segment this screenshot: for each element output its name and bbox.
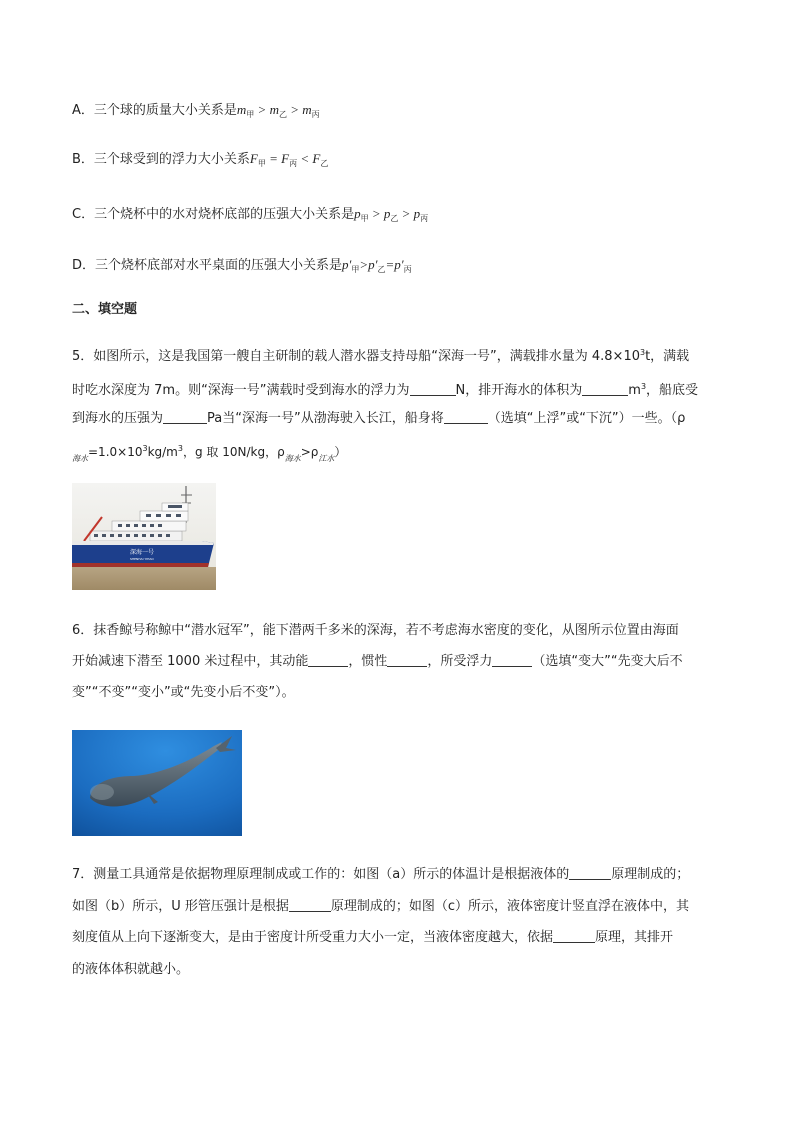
ship-hull-latin-name: SHENHAI YIHAO [130,557,154,561]
option-d-formula: $p'_甲>p'_乙=p'_丙$ [342,257,412,274]
q5-line-3: 到海水的压强为 Pa当“深海一号”从渤海驶入长江，船身将 （选填“上浮”或“下沉”）一些。（ρ [72,411,686,426]
answer-blank[interactable] [444,409,488,424]
option-c-formula: $p_甲 > p_乙 > p_丙$ [354,206,429,223]
option-b-formula: $F_甲 = F_丙 < F_乙$ [249,151,329,168]
option-b [72,149,328,174]
answer-blank[interactable] [387,652,427,667]
q7-line-3: 刻度值从上向下逐渐变大，是由于密度计所受重力大小一定，当液体密度越大，依据 原理，其排开 [72,930,674,945]
q5-line-4: $_{海水}=1.0\times 10^3kg/m^3$，g 取 10N/kg，$\rho_{海水}>\rho_{江水}$） [72,444,347,463]
answer-blank[interactable] [289,897,331,912]
option-c-text: C．三个烧杯中的水对烧杯底部的压强大小关系是 [72,207,355,222]
option-c [72,204,428,229]
answer-blank[interactable] [569,865,611,880]
section-title: 二、填空题 [72,302,138,317]
option-d [72,255,412,280]
answer-blank[interactable] [410,381,456,396]
option-d-text: D．三个烧杯底部对水平桌面的压强大小关系是 [72,258,343,273]
q7-line-4: 的液体体积就越小。 [72,962,190,977]
answer-blank[interactable] [308,652,348,667]
q5-line-1: 5．如图所示，这是我国第一艘自主研制的载人潜水器支持母船“深海一号”，满载排水量为 $4.8\times 10^3t$，满载 [72,348,690,364]
option-a [72,100,320,125]
option-a-formula: $m_甲 > m_乙 > m_丙$ [236,102,320,119]
q7-line-2: 如图（b）所示，U 形管压强计是根据 原理制成的；如图（c）所示，液体密度计竖直浮在液体中，其 [72,899,690,914]
option-b-text: B．三个球受到的浮力大小关系 [72,152,250,167]
ship-hull-name: 深海一号 [130,549,155,556]
answer-blank[interactable] [163,409,207,424]
q6-line-3: 变”“不变”“变小”或“先变小后不变”）。 [72,685,295,700]
answer-blank[interactable] [582,381,628,396]
answer-blank[interactable] [553,928,595,943]
ship-photo [72,483,216,590]
q6-line-1: 6．抹香鲸号称鲸中“潜水冠军”，能下潜两千多米的深海，若不考虑海水密度的变化，从图所示位置由海面 [72,623,679,638]
option-a-text: A．三个球的质量大小关系是 [72,103,237,118]
q5-line-2: 时吃水深度为 7m。则“深海一号”满载时受到海水的浮力为 N，排开海水的体积为 $m^3$，船底受 [72,382,699,398]
q6-line-2: 开始减速下潜至 1000 米过程中，其动能 ，惯性 ，所受浮力 （选填“变大”“先变大后不 [72,654,683,669]
answer-blank[interactable] [492,652,532,667]
q7-line-1: 7．测量工具通常是依据物理原理制成或工作的：如图（a）所示的体温计是根据液体的 原理制成的； [72,867,690,882]
whale-photo [72,730,242,836]
